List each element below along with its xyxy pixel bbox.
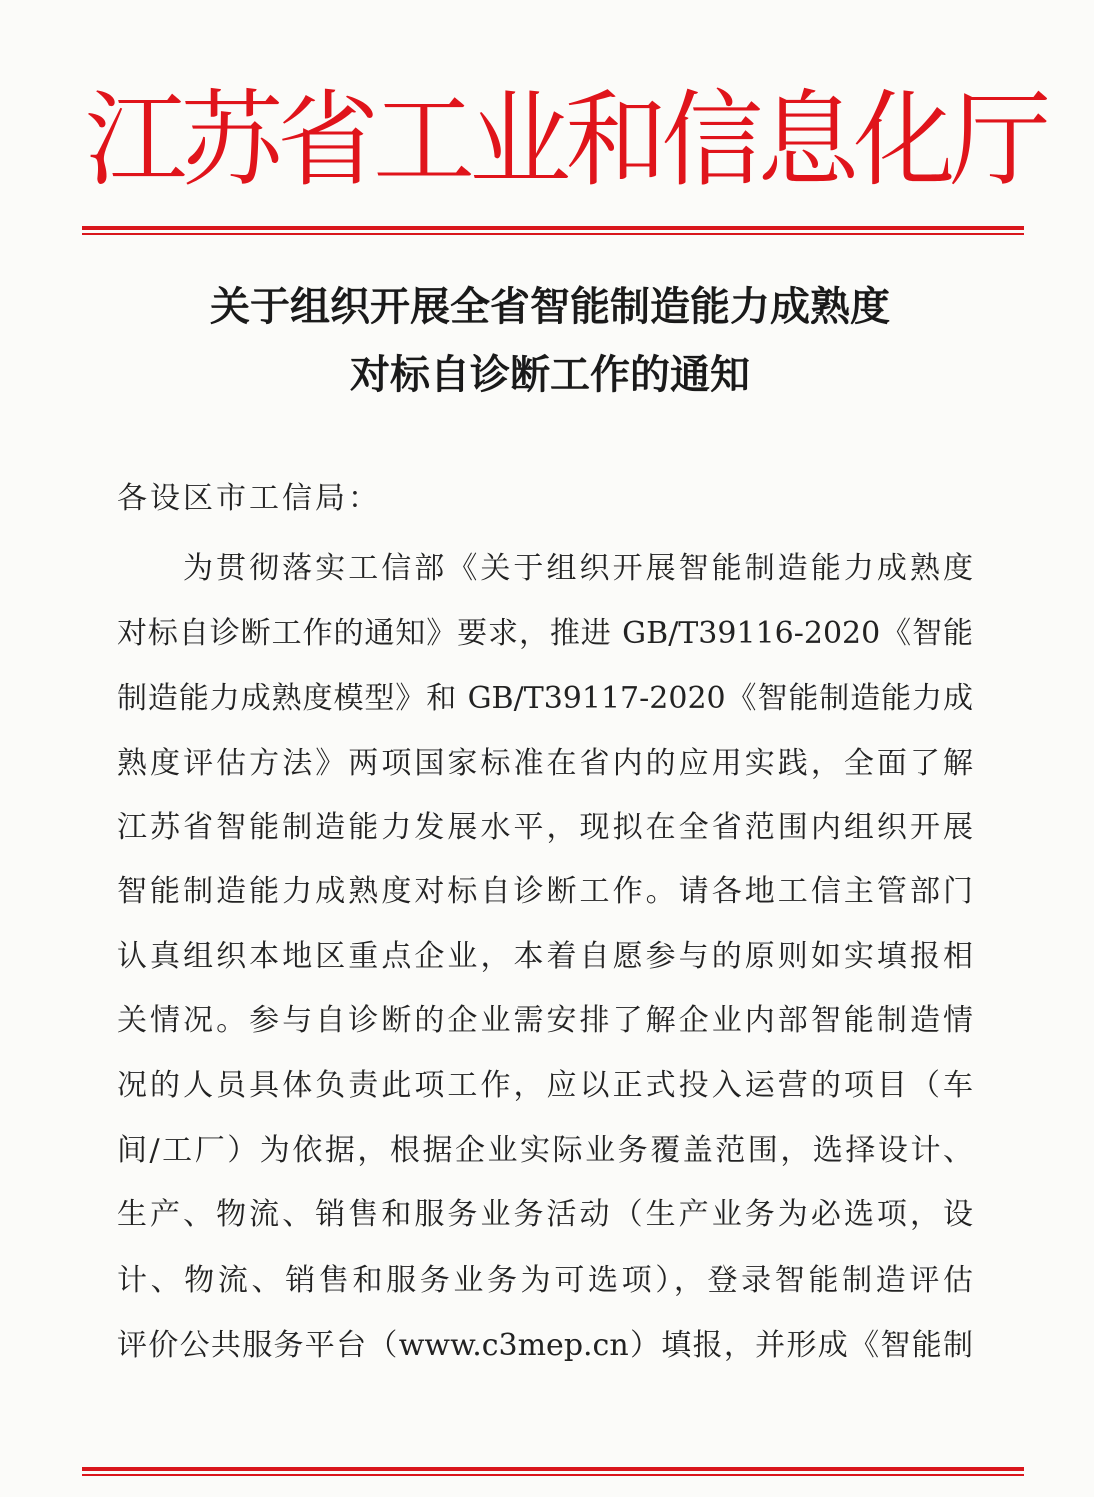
body-line: 生产、物流、销售和服务业务活动（生产业务为必选项，设 bbox=[117, 1197, 973, 1232]
body-line: 况的人员具体负责此项工作，应以正式投入运营的项目（车 bbox=[117, 1068, 973, 1103]
body-line: 对标自诊断工作的通知》要求，推进 GB/T39116-2020《智能 bbox=[117, 616, 973, 651]
document-title-line-2: 对标自诊断工作的通知 bbox=[350, 352, 750, 398]
body-line: 认真组织本地区重点企业，本着自愿参与的原则如实填报相 bbox=[117, 939, 973, 974]
body-line: 熟度评估方法》两项国家标准在省内的应用实践，全面了解 bbox=[117, 746, 973, 781]
header-rule-thin bbox=[82, 233, 1024, 235]
body-line: 评价公共服务平台（www.c3mep.cn）填报，并形成《智能制 bbox=[117, 1328, 973, 1363]
body-line: 制造能力成熟度模型》和 GB/T39117-2020《智能制造能力成 bbox=[117, 681, 973, 716]
body-line: 关情况。参与自诊断的企业需安排了解企业内部智能制造情 bbox=[117, 1003, 973, 1038]
body-line: 智能制造能力成熟度对标自诊断工作。请各地工信主管部门 bbox=[117, 874, 973, 909]
footer-rule-thick bbox=[82, 1467, 1024, 1471]
header-rule-thick bbox=[82, 226, 1024, 230]
footer-rule-thin bbox=[82, 1474, 1024, 1476]
body-line: 江苏省智能制造能力发展水平，现拟在全省范围内组织开展 bbox=[117, 810, 973, 845]
issuer-heading: 江苏省工业和信息化厅 bbox=[85, 79, 1046, 201]
salutation: 各设区市工信局： bbox=[117, 481, 381, 516]
body-line: 计、物流、销售和服务业务为可选项），登录智能制造评估 bbox=[117, 1263, 973, 1298]
body-line: 间/工厂）为依据，根据企业实际业务覆盖范围，选择设计、 bbox=[117, 1133, 973, 1168]
document-title-line-1: 关于组织开展全省智能制造能力成熟度 bbox=[210, 284, 890, 330]
body-line: 为贯彻落实工信部《关于组织开展智能制造能力成熟度 bbox=[183, 551, 973, 586]
header-red-rule bbox=[82, 226, 1024, 235]
footer-red-rule bbox=[82, 1467, 1024, 1476]
